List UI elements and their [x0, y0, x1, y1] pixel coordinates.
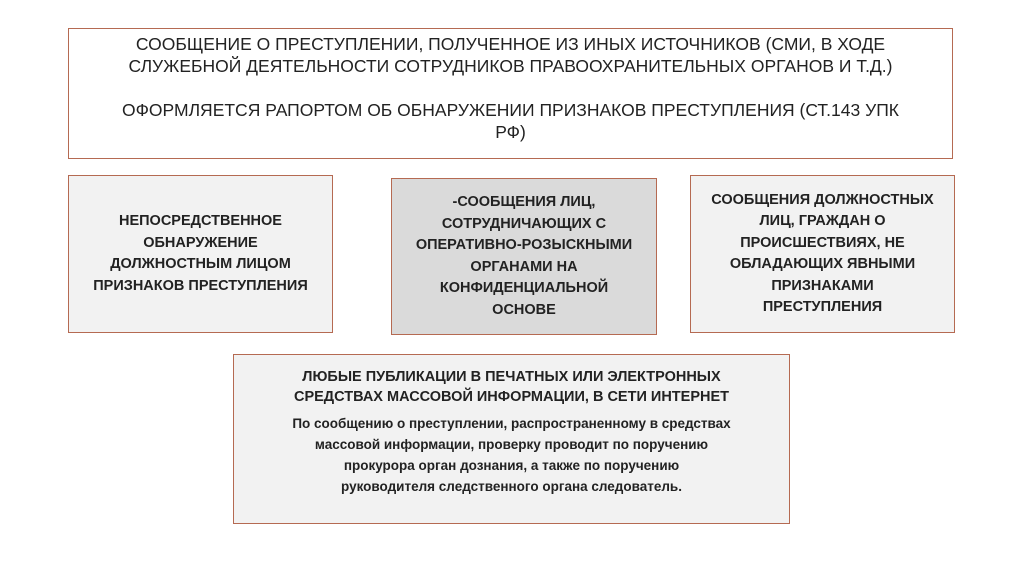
text-line: прокурора орган дознания, а также по поручению — [343, 458, 680, 473]
media-body — [292, 413, 730, 497]
source-box-confidential-reports — [391, 178, 657, 335]
text-line: ДОЛЖНОСТНЫМ ЛИЦОМ — [110, 256, 291, 272]
source-box-text — [416, 192, 632, 321]
text-line: ОРГАНАМИ НА — [470, 258, 578, 275]
media-heading — [294, 367, 729, 407]
text-line: ПРОИСШЕСТВИЯХ, НЕ — [740, 234, 905, 251]
text-line: ПРИЗНАКОВ ПРЕСТУПЛЕНИЯ — [93, 277, 308, 294]
text-line: ОПЕРАТИВНО-РОЗЫСКНЫМИ — [415, 237, 633, 253]
text-line: СООБЩЕНИЯ ДОЛЖНОСТНЫХ — [711, 191, 934, 208]
statement-line: РФ) — [495, 122, 526, 142]
source-box-direct-detection — [68, 175, 333, 333]
statement-line: ОФОРМЛЯЕТСЯ РАПОРТОМ ОБ ОБНАРУЖЕНИИ ПРИЗНАКОВ ПРЕСТУПЛЕНИЯ (СТ.143 УПК — [121, 100, 899, 120]
text-line: По сообщению о преступлении, распространенному в средствах — [292, 416, 731, 431]
text-line: руководителя следственного органа следователь. — [341, 479, 682, 494]
text-line: -СООБЩЕНИЯ ЛИЦ, — [452, 194, 596, 210]
main-statement-box — [68, 28, 953, 159]
statement-line: СООБЩЕНИЕ О ПРЕСТУПЛЕНИИ, ПОЛУЧЕННОЕ ИЗ ИНЫХ ИСТОЧНИКОВ (СМИ, В ХОДЕ — [135, 34, 886, 54]
text-line: СРЕДСТВАХ МАССОВОЙ ИНФОРМАЦИИ, В СЕТИ ИНТЕРНЕТ — [293, 389, 730, 405]
text-line: ПРЕСТУПЛЕНИЯ — [762, 299, 883, 315]
source-box-official-reports — [690, 175, 955, 333]
text-line: НЕПОСРЕДСТВЕННОЕ — [118, 213, 282, 229]
statement-line: СЛУЖЕБНОЙ ДЕЯТЕЛЬНОСТИ СОТРУДНИКОВ ПРАВООХРАНИТЕЛЬНЫХ ОРГАНОВ И Т.Д.) — [128, 56, 893, 76]
text-line: ОБЛАДАЮЩИХ ЯВНЫМИ — [729, 256, 916, 272]
text-line: ОБНАРУЖЕНИЕ — [143, 234, 258, 251]
text-line: ОСНОВЕ — [492, 301, 556, 318]
media-publications-box — [233, 354, 790, 524]
source-box-text — [93, 211, 308, 297]
text-line: СОТРУДНИЧАЮЩИХ С — [441, 215, 607, 232]
source-box-text — [711, 190, 933, 319]
text-line: ЛИЦ, ГРАЖДАН О — [759, 213, 886, 229]
text-line: ПРИЗНАКАМИ — [771, 277, 874, 294]
text-line: КОНФИДЕНЦИАЛЬНОЙ — [439, 280, 609, 296]
text-line: массовой информации, проверку проводит по поручению — [314, 437, 709, 452]
text-line: ЛЮБЫЕ ПУБЛИКАЦИИ В ПЕЧАТНЫХ ИЛИ ЭЛЕКТРОННЫХ — [302, 369, 721, 385]
